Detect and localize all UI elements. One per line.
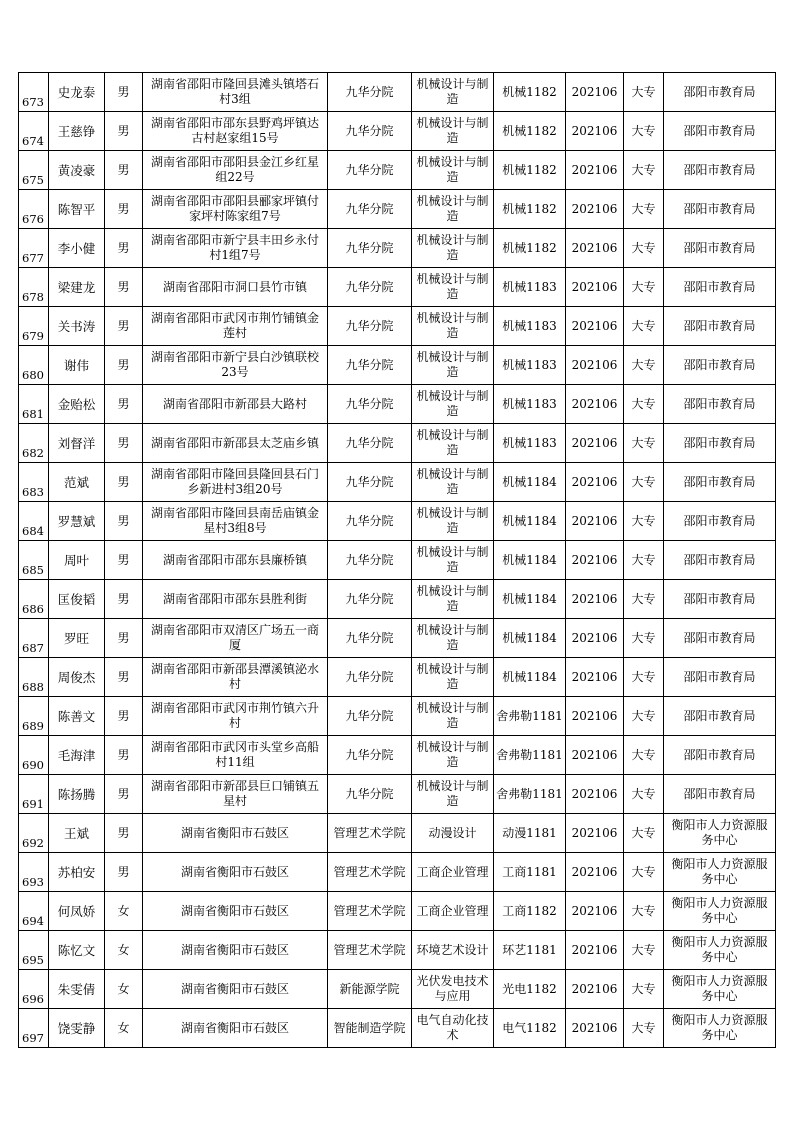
gender-cell: 男: [105, 463, 143, 502]
row-number-cell: 695: [19, 931, 49, 970]
row-number-cell: 681: [19, 385, 49, 424]
graduation-date-cell: 202106: [566, 385, 624, 424]
graduation-date-cell: 202106: [566, 346, 624, 385]
college-cell: 九华分院: [328, 424, 412, 463]
education-level-cell: 大专: [624, 697, 664, 736]
graduation-date-cell: 202106: [566, 580, 624, 619]
table-row: [19, 385, 776, 424]
student-name-cell: 梁建龙: [49, 268, 105, 307]
student-name-cell: 陈忆文: [49, 931, 105, 970]
home-address-cell: 湖南省邵阳市新宁县白沙镇联校23号: [143, 346, 328, 385]
student-name-cell: 罗慧斌: [49, 502, 105, 541]
gender-cell: 男: [105, 814, 143, 853]
receiving-department-cell: 邵阳市教育局: [664, 697, 776, 736]
major-cell: 机械设计与制造: [412, 736, 494, 775]
graduation-date-cell: 202106: [566, 112, 624, 151]
table-row: [19, 970, 776, 1009]
major-cell: 机械设计与制造: [412, 346, 494, 385]
table-row: [19, 112, 776, 151]
education-level-cell: 大专: [624, 463, 664, 502]
home-address-cell: 湖南省邵阳市武冈市荆竹铺镇金莲村: [143, 307, 328, 346]
graduation-date-cell: 202106: [566, 463, 624, 502]
college-cell: 九华分院: [328, 112, 412, 151]
student-name-cell: 陈智平: [49, 190, 105, 229]
gender-cell: 男: [105, 112, 143, 151]
education-level-cell: 大专: [624, 541, 664, 580]
home-address-cell: 湖南省邵阳市洞口县竹市镇: [143, 268, 328, 307]
major-cell: 机械设计与制造: [412, 502, 494, 541]
major-cell: 机械设计与制造: [412, 385, 494, 424]
college-cell: 九华分院: [328, 775, 412, 814]
receiving-department-cell: 邵阳市教育局: [664, 736, 776, 775]
class-name-cell: 机械1184: [494, 619, 566, 658]
gender-cell: 男: [105, 424, 143, 463]
major-cell: 工商企业管理: [412, 853, 494, 892]
receiving-department-cell: 邵阳市教育局: [664, 385, 776, 424]
gender-cell: 男: [105, 658, 143, 697]
student-name-cell: 周叶: [49, 541, 105, 580]
education-level-cell: 大专: [624, 73, 664, 112]
college-cell: 九华分院: [328, 190, 412, 229]
home-address-cell: 湖南省邵阳市武冈市荆竹镇六升村: [143, 697, 328, 736]
graduation-date-cell: 202106: [566, 775, 624, 814]
home-address-cell: 湖南省衡阳市石鼓区: [143, 970, 328, 1009]
major-cell: 机械设计与制造: [412, 424, 494, 463]
row-number-cell: 697: [19, 1009, 49, 1048]
gender-cell: 女: [105, 1009, 143, 1048]
student-name-cell: 朱雯倩: [49, 970, 105, 1009]
row-number-cell: 687: [19, 619, 49, 658]
student-name-cell: 饶雯静: [49, 1009, 105, 1048]
graduation-date-cell: 202106: [566, 814, 624, 853]
receiving-department-cell: 邵阳市教育局: [664, 268, 776, 307]
table-row: [19, 307, 776, 346]
receiving-department-cell: 邵阳市教育局: [664, 73, 776, 112]
gender-cell: 男: [105, 73, 143, 112]
table-row: [19, 697, 776, 736]
receiving-department-cell: 邵阳市教育局: [664, 112, 776, 151]
row-number-cell: 682: [19, 424, 49, 463]
home-address-cell: 湖南省邵阳市新邵县太芝庙乡镇: [143, 424, 328, 463]
row-number-cell: 676: [19, 190, 49, 229]
class-name-cell: 机械1184: [494, 658, 566, 697]
education-level-cell: 大专: [624, 892, 664, 931]
receiving-department-cell: 衡阳市人力资源服务中心: [664, 814, 776, 853]
receiving-department-cell: 邵阳市教育局: [664, 463, 776, 502]
major-cell: 机械设计与制造: [412, 697, 494, 736]
graduation-date-cell: 202106: [566, 307, 624, 346]
major-cell: 机械设计与制造: [412, 307, 494, 346]
home-address-cell: 湖南省邵阳市隆回县滩头镇塔石村3组: [143, 73, 328, 112]
home-address-cell: 湖南省衡阳市石鼓区: [143, 814, 328, 853]
table-row: [19, 775, 776, 814]
receiving-department-cell: 邵阳市教育局: [664, 658, 776, 697]
student-name-cell: 罗旺: [49, 619, 105, 658]
table-row: [19, 619, 776, 658]
college-cell: 九华分院: [328, 736, 412, 775]
student-name-cell: 陈善文: [49, 697, 105, 736]
student-name-cell: 王慈铮: [49, 112, 105, 151]
class-name-cell: 舍弗勒1181: [494, 697, 566, 736]
graduate-table: [18, 72, 776, 1048]
row-number-cell: 685: [19, 541, 49, 580]
home-address-cell: 湖南省邵阳市隆回县隆回县石门乡新进村3组20号: [143, 463, 328, 502]
college-cell: 九华分院: [328, 658, 412, 697]
graduation-date-cell: 202106: [566, 424, 624, 463]
class-name-cell: 光电1182: [494, 970, 566, 1009]
table-row: [19, 541, 776, 580]
education-level-cell: 大专: [624, 385, 664, 424]
home-address-cell: 湖南省邵阳市邵阳县金江乡红星组22号: [143, 151, 328, 190]
class-name-cell: 机械1183: [494, 307, 566, 346]
table-row: [19, 229, 776, 268]
receiving-department-cell: 邵阳市教育局: [664, 151, 776, 190]
student-name-cell: 谢伟: [49, 346, 105, 385]
class-name-cell: 机械1184: [494, 580, 566, 619]
gender-cell: 男: [105, 268, 143, 307]
student-name-cell: 周俊杰: [49, 658, 105, 697]
major-cell: 机械设计与制造: [412, 580, 494, 619]
education-level-cell: 大专: [624, 502, 664, 541]
table-row: [19, 580, 776, 619]
student-name-cell: 匡俊韬: [49, 580, 105, 619]
student-name-cell: 关书涛: [49, 307, 105, 346]
gender-cell: 男: [105, 190, 143, 229]
college-cell: 九华分院: [328, 619, 412, 658]
college-cell: 九华分院: [328, 73, 412, 112]
gender-cell: 男: [105, 346, 143, 385]
major-cell: 机械设计与制造: [412, 775, 494, 814]
gender-cell: 男: [105, 541, 143, 580]
class-name-cell: 机械1182: [494, 229, 566, 268]
major-cell: 工商企业管理: [412, 892, 494, 931]
home-address-cell: 湖南省衡阳市石鼓区: [143, 853, 328, 892]
table-row: [19, 853, 776, 892]
college-cell: 九华分院: [328, 268, 412, 307]
table-row: [19, 268, 776, 307]
graduation-date-cell: 202106: [566, 190, 624, 229]
education-level-cell: 大专: [624, 619, 664, 658]
row-number-cell: 696: [19, 970, 49, 1009]
receiving-department-cell: 邵阳市教育局: [664, 307, 776, 346]
major-cell: 机械设计与制造: [412, 268, 494, 307]
major-cell: 机械设计与制造: [412, 112, 494, 151]
class-name-cell: 机械1184: [494, 541, 566, 580]
row-number-cell: 680: [19, 346, 49, 385]
receiving-department-cell: 邵阳市教育局: [664, 190, 776, 229]
class-name-cell: 机械1183: [494, 424, 566, 463]
college-cell: 管理艺术学院: [328, 892, 412, 931]
college-cell: 智能制造学院: [328, 1009, 412, 1048]
row-number-cell: 692: [19, 814, 49, 853]
home-address-cell: 湖南省邵阳市隆回县南岳庙镇金星村3组8号: [143, 502, 328, 541]
student-name-cell: 李小健: [49, 229, 105, 268]
college-cell: 九华分院: [328, 580, 412, 619]
student-name-cell: 陈扬腾: [49, 775, 105, 814]
class-name-cell: 工商1181: [494, 853, 566, 892]
gender-cell: 男: [105, 775, 143, 814]
gender-cell: 男: [105, 736, 143, 775]
major-cell: 机械设计与制造: [412, 463, 494, 502]
graduation-date-cell: 202106: [566, 151, 624, 190]
table-row: [19, 736, 776, 775]
major-cell: 环境艺术设计: [412, 931, 494, 970]
major-cell: 电气自动化技术: [412, 1009, 494, 1048]
row-number-cell: 690: [19, 736, 49, 775]
college-cell: 九华分院: [328, 307, 412, 346]
class-name-cell: 电气1182: [494, 1009, 566, 1048]
table-row: [19, 502, 776, 541]
education-level-cell: 大专: [624, 229, 664, 268]
education-level-cell: 大专: [624, 190, 664, 229]
major-cell: 动漫设计: [412, 814, 494, 853]
row-number-cell: 683: [19, 463, 49, 502]
education-level-cell: 大专: [624, 307, 664, 346]
table-row: [19, 814, 776, 853]
student-name-cell: 王斌: [49, 814, 105, 853]
row-number-cell: 673: [19, 73, 49, 112]
home-address-cell: 湖南省衡阳市石鼓区: [143, 931, 328, 970]
graduation-date-cell: 202106: [566, 697, 624, 736]
class-name-cell: 机械1182: [494, 190, 566, 229]
receiving-department-cell: 衡阳市人力资源服务中心: [664, 892, 776, 931]
receiving-department-cell: 邵阳市教育局: [664, 775, 776, 814]
home-address-cell: 湖南省邵阳市邵东县野鸡坪镇达古村赵家组15号: [143, 112, 328, 151]
student-name-cell: 毛海津: [49, 736, 105, 775]
education-level-cell: 大专: [624, 736, 664, 775]
college-cell: 九华分院: [328, 229, 412, 268]
gender-cell: 男: [105, 697, 143, 736]
college-cell: 九华分院: [328, 385, 412, 424]
major-cell: 机械设计与制造: [412, 619, 494, 658]
class-name-cell: 工商1182: [494, 892, 566, 931]
college-cell: 九华分院: [328, 502, 412, 541]
receiving-department-cell: 邵阳市教育局: [664, 580, 776, 619]
receiving-department-cell: 邵阳市教育局: [664, 619, 776, 658]
college-cell: 九华分院: [328, 346, 412, 385]
home-address-cell: 湖南省邵阳市邵东县廉桥镇: [143, 541, 328, 580]
student-name-cell: 苏柏安: [49, 853, 105, 892]
row-number-cell: 691: [19, 775, 49, 814]
college-cell: 九华分院: [328, 697, 412, 736]
education-level-cell: 大专: [624, 853, 664, 892]
class-name-cell: 机械1183: [494, 346, 566, 385]
gender-cell: 男: [105, 580, 143, 619]
row-number-cell: 689: [19, 697, 49, 736]
student-name-cell: 黄凌豪: [49, 151, 105, 190]
table-row: [19, 73, 776, 112]
education-level-cell: 大专: [624, 931, 664, 970]
gender-cell: 男: [105, 619, 143, 658]
receiving-department-cell: 邵阳市教育局: [664, 346, 776, 385]
class-name-cell: 舍弗勒1181: [494, 775, 566, 814]
education-level-cell: 大专: [624, 151, 664, 190]
row-number-cell: 674: [19, 112, 49, 151]
college-cell: 管理艺术学院: [328, 814, 412, 853]
graduation-date-cell: 202106: [566, 502, 624, 541]
college-cell: 九华分院: [328, 541, 412, 580]
row-number-cell: 694: [19, 892, 49, 931]
row-number-cell: 688: [19, 658, 49, 697]
student-name-cell: 史龙泰: [49, 73, 105, 112]
graduation-date-cell: 202106: [566, 541, 624, 580]
gender-cell: 男: [105, 502, 143, 541]
college-cell: 管理艺术学院: [328, 931, 412, 970]
class-name-cell: 机械1184: [494, 502, 566, 541]
receiving-department-cell: 衡阳市人力资源服务中心: [664, 931, 776, 970]
gender-cell: 男: [105, 853, 143, 892]
major-cell: 机械设计与制造: [412, 73, 494, 112]
home-address-cell: 湖南省邵阳市新邵县大路村: [143, 385, 328, 424]
row-number-cell: 686: [19, 580, 49, 619]
gender-cell: 女: [105, 931, 143, 970]
major-cell: 机械设计与制造: [412, 229, 494, 268]
graduation-date-cell: 202106: [566, 619, 624, 658]
table-row: [19, 463, 776, 502]
receiving-department-cell: 衡阳市人力资源服务中心: [664, 970, 776, 1009]
receiving-department-cell: 衡阳市人力资源服务中心: [664, 1009, 776, 1048]
education-level-cell: 大专: [624, 658, 664, 697]
gender-cell: 女: [105, 892, 143, 931]
graduation-date-cell: 202106: [566, 853, 624, 892]
table-row: [19, 658, 776, 697]
education-level-cell: 大专: [624, 1009, 664, 1048]
student-name-cell: 范斌: [49, 463, 105, 502]
gender-cell: 女: [105, 970, 143, 1009]
class-name-cell: 机械1182: [494, 151, 566, 190]
home-address-cell: 湖南省邵阳市邵阳县郦家坪镇付家坪村陈家组7号: [143, 190, 328, 229]
education-level-cell: 大专: [624, 814, 664, 853]
class-name-cell: 机械1184: [494, 463, 566, 502]
class-name-cell: 机械1183: [494, 268, 566, 307]
graduation-date-cell: 202106: [566, 658, 624, 697]
education-level-cell: 大专: [624, 112, 664, 151]
education-level-cell: 大专: [624, 970, 664, 1009]
college-cell: 九华分院: [328, 151, 412, 190]
row-number-cell: 693: [19, 853, 49, 892]
home-address-cell: 湖南省衡阳市石鼓区: [143, 892, 328, 931]
receiving-department-cell: 衡阳市人力资源服务中心: [664, 853, 776, 892]
home-address-cell: 湖南省邵阳市武冈市头堂乡高船村11组: [143, 736, 328, 775]
row-number-cell: 675: [19, 151, 49, 190]
student-name-cell: 何凤娇: [49, 892, 105, 931]
education-level-cell: 大专: [624, 346, 664, 385]
table-row: [19, 190, 776, 229]
graduation-date-cell: 202106: [566, 1009, 624, 1048]
gender-cell: 男: [105, 151, 143, 190]
class-name-cell: 机械1183: [494, 385, 566, 424]
row-number-cell: 684: [19, 502, 49, 541]
graduation-date-cell: 202106: [566, 229, 624, 268]
student-name-cell: 金贻松: [49, 385, 105, 424]
student-name-cell: 刘督洋: [49, 424, 105, 463]
education-level-cell: 大专: [624, 268, 664, 307]
table-row: [19, 892, 776, 931]
class-name-cell: 机械1182: [494, 112, 566, 151]
home-address-cell: 湖南省邵阳市新邵县潭溪镇泌水村: [143, 658, 328, 697]
education-level-cell: 大专: [624, 580, 664, 619]
college-cell: 九华分院: [328, 463, 412, 502]
education-level-cell: 大专: [624, 775, 664, 814]
class-name-cell: 动漫1181: [494, 814, 566, 853]
home-address-cell: 湖南省邵阳市新宁县丰田乡永付村1组7号: [143, 229, 328, 268]
graduation-date-cell: 202106: [566, 736, 624, 775]
table-row: [19, 424, 776, 463]
gender-cell: 男: [105, 229, 143, 268]
major-cell: 机械设计与制造: [412, 190, 494, 229]
college-cell: 新能源学院: [328, 970, 412, 1009]
table-row: [19, 346, 776, 385]
table-body: [19, 73, 776, 1048]
home-address-cell: 湖南省邵阳市邵东县胜利街: [143, 580, 328, 619]
class-name-cell: 机械1182: [494, 73, 566, 112]
row-number-cell: 677: [19, 229, 49, 268]
gender-cell: 男: [105, 307, 143, 346]
receiving-department-cell: 邵阳市教育局: [664, 229, 776, 268]
home-address-cell: 湖南省衡阳市石鼓区: [143, 1009, 328, 1048]
table-row: [19, 1009, 776, 1048]
gender-cell: 男: [105, 385, 143, 424]
class-name-cell: 舍弗勒1181: [494, 736, 566, 775]
graduation-date-cell: 202106: [566, 931, 624, 970]
graduation-date-cell: 202106: [566, 970, 624, 1009]
major-cell: 机械设计与制造: [412, 151, 494, 190]
graduation-date-cell: 202106: [566, 268, 624, 307]
home-address-cell: 湖南省邵阳市新邵县巨口铺镇五星村: [143, 775, 328, 814]
row-number-cell: 679: [19, 307, 49, 346]
college-cell: 管理艺术学院: [328, 853, 412, 892]
class-name-cell: 环艺1181: [494, 931, 566, 970]
major-cell: 机械设计与制造: [412, 658, 494, 697]
major-cell: 机械设计与制造: [412, 541, 494, 580]
table-row: [19, 931, 776, 970]
receiving-department-cell: 邵阳市教育局: [664, 424, 776, 463]
receiving-department-cell: 邵阳市教育局: [664, 541, 776, 580]
home-address-cell: 湖南省邵阳市双清区广场五一商厦: [143, 619, 328, 658]
receiving-department-cell: 邵阳市教育局: [664, 502, 776, 541]
education-level-cell: 大专: [624, 424, 664, 463]
graduation-date-cell: 202106: [566, 892, 624, 931]
graduation-date-cell: 202106: [566, 73, 624, 112]
major-cell: 光伏发电技术与应用: [412, 970, 494, 1009]
row-number-cell: 678: [19, 268, 49, 307]
table-row: [19, 151, 776, 190]
